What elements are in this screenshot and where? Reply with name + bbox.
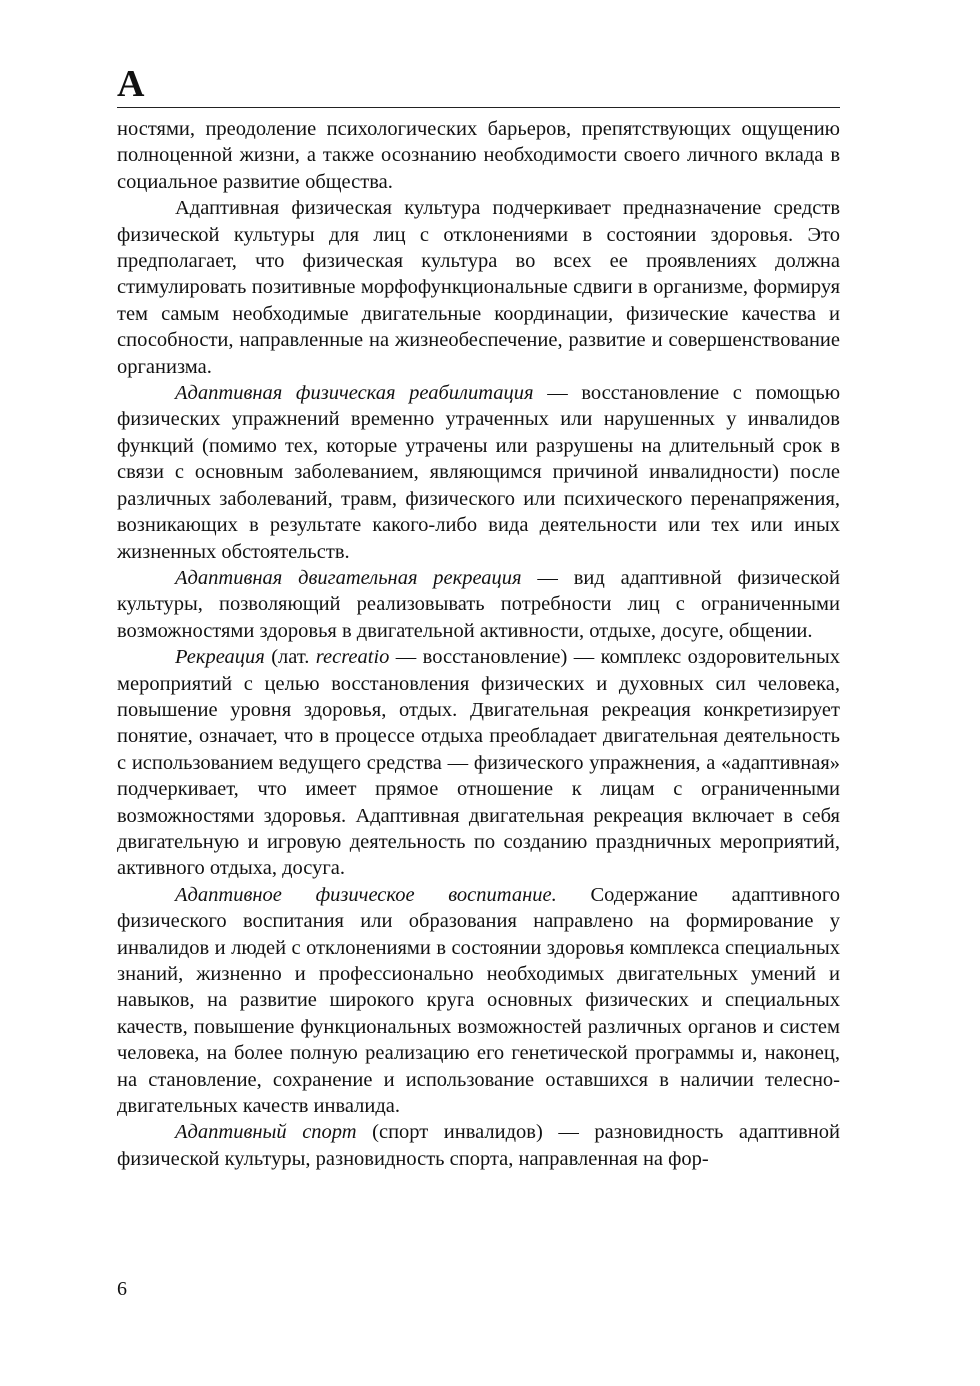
paragraph-text: (спорт инвалидов) — разновидность адаптивной физической культуры, разновидность спорта, направленная на фор- (117, 1121, 840, 1170)
section-letter: А (117, 63, 145, 105)
paragraph-adaptive-sport (117, 1119, 840, 1172)
term-heading: Адаптивная двигательная рекреация (175, 566, 522, 589)
paragraph-continuation (117, 116, 840, 195)
paragraph-adaptive-education (117, 882, 840, 1120)
paragraph-recreation (117, 644, 840, 882)
paragraph-text: — вид адаптивной физической культуры, позволяющий реализовывать потребности лиц с ограниченными возможностями здоровья в двигательной активности, отдыхе, досуге, общении. (117, 566, 840, 642)
term-heading: Адаптивная физическая реабилитация (175, 382, 534, 405)
paragraph-text: — восстановление) — комплекс оздоровительных мероприятий с целью восстановления физических и духовных сил человека, повышение уровня здоровья, отдых. Двигательная рекреация конкретизирует понятие, означает, что в процессе отдыха преобладает двигательная деятельность с использованием ведущего средства — физического упражнения, а «адаптивная» подчеркивает, что имеет прямое отношение к лицам с ограниченными возможностями здоровья. Адаптивная двигательная рекреация включает в себя двигательную и игровую деятельность по созданию праздничных мероприятий, активного отдыха, досуга. (117, 646, 841, 880)
paragraph-adaptive-recreation (117, 565, 840, 644)
term-heading: Адаптивный спорт (175, 1121, 357, 1144)
latin-term: recreatio (315, 646, 390, 669)
header-rule (117, 107, 840, 108)
paragraph-adaptive-physical-culture (117, 195, 840, 380)
paragraph-text: Содержание адаптивного физического воспитания или образования направлено на формирование у инвалидов и людей с отклонениями в состоянии здоровья комплекса специальных знаний, жизненно и профессионально необходимых двигательных умений и навыков, на развитие широкого круга основных физических и специальных качеств, повышение функциональных возможностей различных органов и систем человека, на более полную реализацию его генетической программы и, наконец, на становление, сохранение и использование оставшихся в наличии телесно-двигательных качеств инвалида. (117, 883, 840, 1118)
paragraph-adaptive-rehabilitation (117, 380, 840, 565)
paragraph-text: Адаптивная физическая культура подчеркивает предназначение средств физической культуры для лиц с отклонениями в состоянии здоровья. Это предполагает, что физическая культура во всех ее проявлениях должна стимулировать позитивные морфофункциональные сдвиги в организме, формируя тем самым необходимые двигательные координации, физические качества и способности, направленные на жизнеобеспечение, развитие и совершенствование организма. (117, 197, 840, 378)
paragraph-text: (лат. (264, 646, 316, 669)
term-heading: Адаптивное физическое воспитание. (175, 883, 557, 906)
body-text (117, 116, 840, 1172)
term-heading: Рекреация (175, 646, 265, 669)
page-number: 6 (117, 1278, 127, 1300)
paragraph-text: ностями, преодоление психологических барьеров, препятствующих ощущению полноценной жизни, а также осознанию необходимости своего личного вклада в социальное развитие общества. (117, 118, 840, 193)
paragraph-text: — восстановление с помощью физических упражнений временно утраченных или нарушенных у инвалидов функций (помимо тех, которые утрачены или разрушены на длительный срок в связи с основным заболеванием, являющимся причиной инвалидности) после различных заболеваний, травм, физического или психического перенапряжения, возникающих в результате какого-либо вида деятельности или тех или иных жизненных обстоятельств. (117, 382, 841, 563)
